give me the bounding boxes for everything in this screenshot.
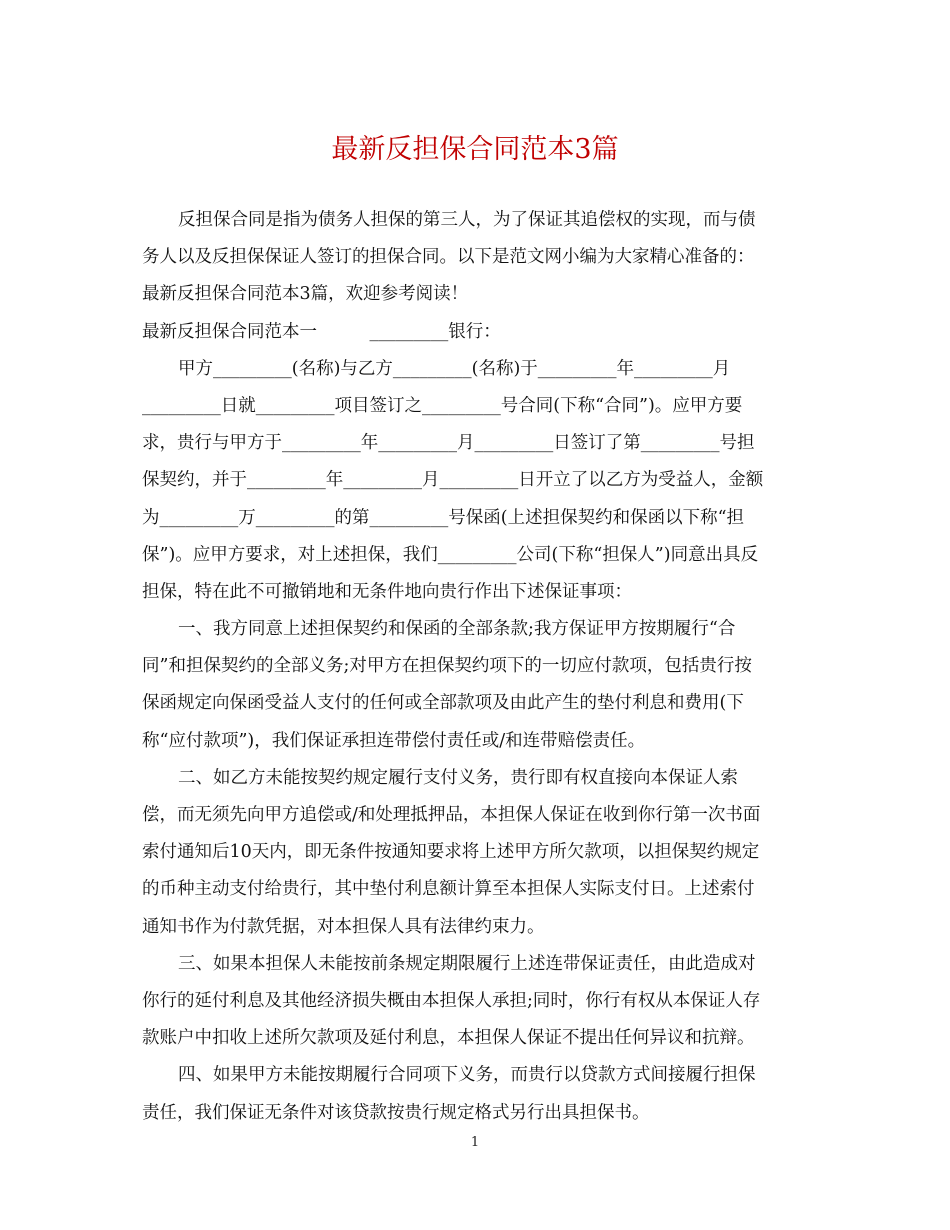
- preamble-line-7: 担保，特在此不可撤销地和无条件地向贵行作出下述保证事项：: [142, 581, 632, 602]
- section-heading-template-1: 最新反担保合同范本一 _________银行：: [142, 321, 501, 342]
- intro-line-2: 务人以及反担保保证人签订的担保合同。以下是范文网小编为大家精心准备的：: [142, 247, 755, 268]
- document-body: [142, 202, 807, 1132]
- clause-2-line-3: 索付通知后10天内，即无条件按通知要求将上述甲方所欠款项，以担保契约规定: [142, 842, 760, 863]
- clause-2-line-4: 的币种主动支付给贵行，其中垫付利息额计算至本担保人实际支付日。上述索付: [142, 879, 755, 900]
- clause-2-line-5: 通知书作为付款凭据，对本担保人具有法律约束力。: [142, 916, 545, 937]
- clause-2-line-1: 二、如乙方未能按契约规定履行支付义务，贵行即有权直接向本保证人索: [178, 767, 738, 788]
- preamble-line-1: 甲方_________(名称)与乙方_________(名称)于_________年_________月: [178, 358, 731, 379]
- preamble-line-2: _________日就_________项目签订之_________号合同(下称“合同”)。应甲方要: [142, 395, 743, 416]
- clause-3-line-3: 款账户中扣收上述所欠款项及延付利息，本担保人保证不提出任何异议和抗辩。: [142, 1028, 755, 1049]
- clause-1-line-1: 一、我方同意上述担保契约和保函的全部条款;我方保证甲方按期履行“合: [178, 619, 736, 640]
- clause-1-line-4: 称“应付款项”)，我们保证承担连带偿付责任或/和连带赔偿责任。: [142, 730, 646, 751]
- document-title: 最新反担保合同范本3篇: [331, 134, 619, 165]
- clause-2-line-2: 偿，而无须先向甲方追偿或/和处理抵押品，本担保人保证在收到你行第一次书面: [142, 805, 761, 825]
- page-number: 1: [470, 1135, 480, 1150]
- clause-4-line-2: 责任，我们保证无条件对该贷款按贵行规定格式另行出具担保书。: [142, 1102, 650, 1123]
- preamble-line-6: 保”)。应甲方要求，对上述担保，我们_________公司(下称“担保人”)同意出具反: [142, 544, 759, 565]
- clause-1-line-2: 同”和担保契约的全部义务;对甲方在担保契约项下的一切应付款项，包括贵行按: [142, 656, 752, 677]
- clause-1-line-3: 保函规定向保函受益人支付的任何或全部款项及由此产生的垫付利息和费用(下: [142, 693, 744, 714]
- intro-line-1: 反担保合同是指为债务人担保的第三人，为了保证其追偿权的实现，而与债: [178, 210, 756, 230]
- clause-4-line-1: 四、如果甲方未能按期履行合同项下义务，而贵行以贷款方式间接履行担保: [178, 1065, 756, 1086]
- clause-3-line-2: 你行的延付利息及其他经济损失概由本担保人承担;同时，你行有权从本保证人存: [142, 990, 761, 1011]
- preamble-line-5: 为_________万_________的第_________号保函(上述担保契约和保函以下称“担: [142, 507, 745, 528]
- clause-3-line-1: 三、如果本担保人未能按前条规定期限履行上述连带保证责任，由此造成对: [178, 953, 756, 974]
- preamble-line-4: 保契约，并于_________年_________月_________日开立了以乙方为受益人，金额: [142, 470, 764, 491]
- intro-line-3: 最新反担保合同范本3篇，欢迎参考阅读！: [142, 284, 469, 305]
- preamble-line-3: 求，贵行与甲方于_________年_________月_________日签订了第_________号担: [142, 433, 755, 454]
